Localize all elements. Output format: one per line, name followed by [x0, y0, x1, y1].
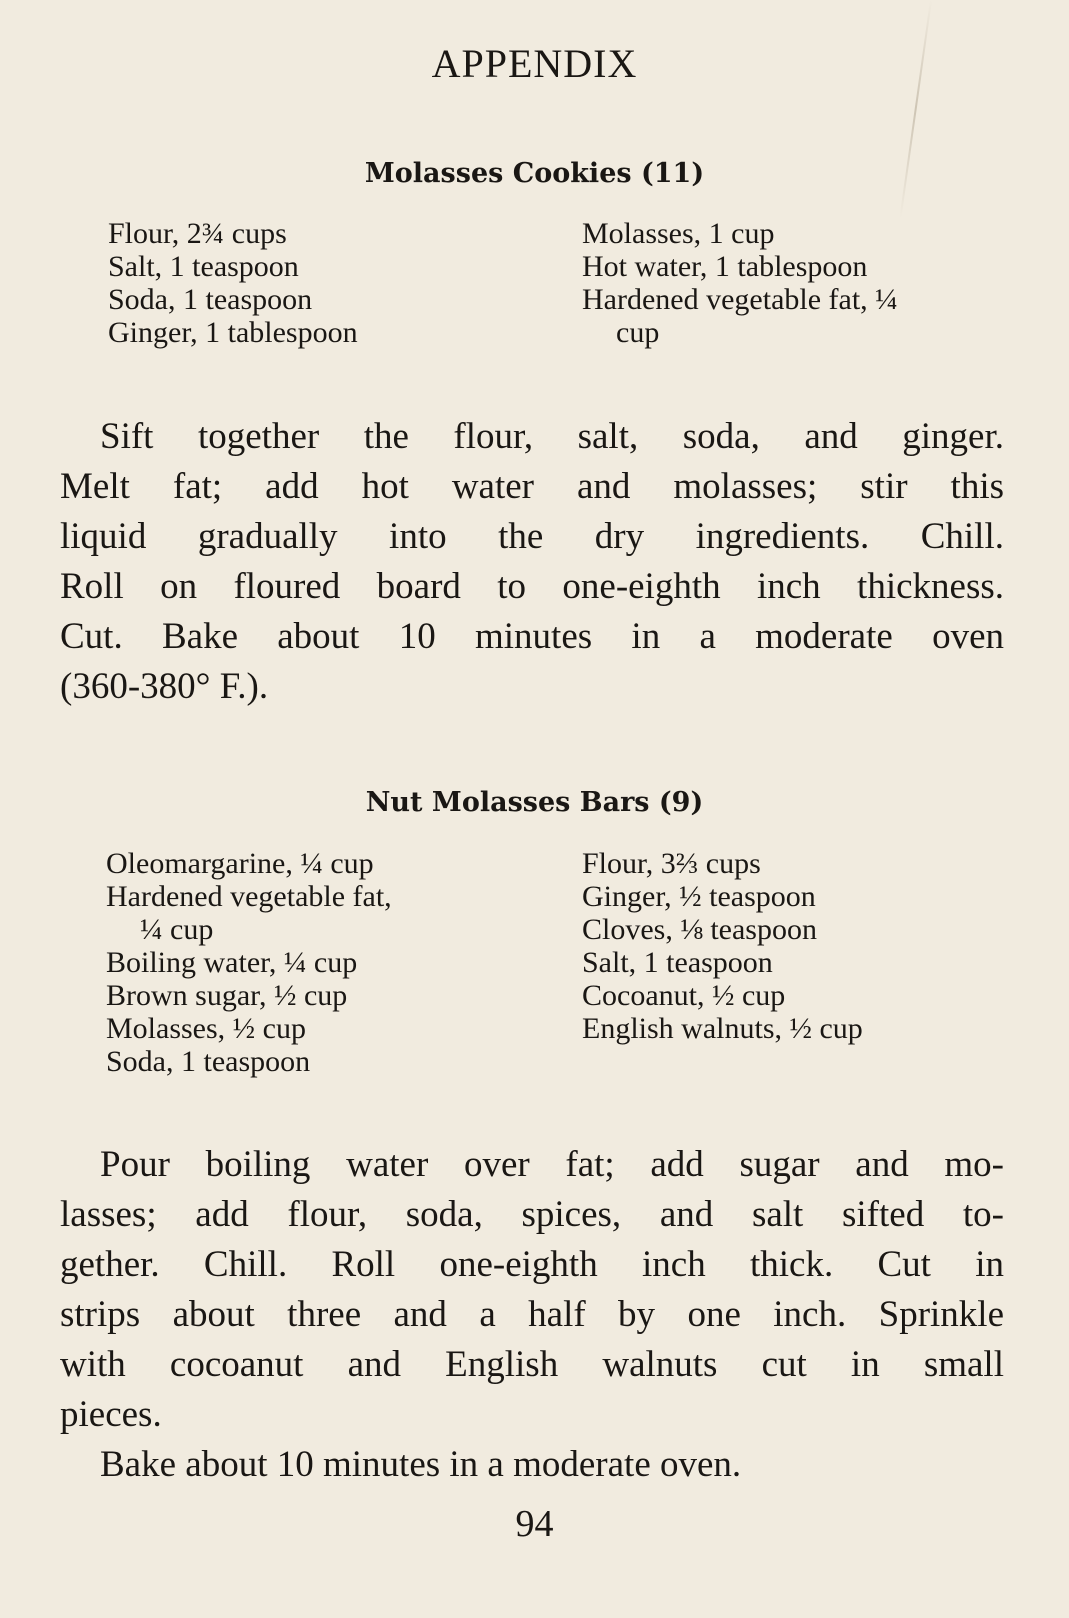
ingredient-item: Hardened vegetable fat, [106, 880, 392, 913]
recipe-title-molasses-cookies: Molasses Cookies (11) [364, 158, 705, 189]
ingredient-item: Soda, 1 teaspoon [106, 1045, 311, 1078]
ingredients-right-molasses-cookies [582, 217, 898, 349]
paragraph-line: Pour boiling water over fat; add sugar and mo- [100, 1144, 1004, 1185]
ingredients-right-nut-molasses-bars [582, 847, 863, 1045]
ingredient-item: ¼ cup [140, 913, 214, 946]
paragraph-line: Melt fat; add hot water and molasses; stir this [60, 466, 1004, 507]
ingredient-item: Soda, 1 teaspoon [108, 283, 313, 316]
directions-molasses-cookies [60, 412, 1004, 712]
ingredient-item: Molasses, 1 cup [582, 217, 775, 250]
ingredient-item: Cloves, ⅛ teaspoon [582, 913, 817, 946]
paragraph-line: (360-380° F.). [60, 666, 269, 707]
paragraph-line: lasses; add flour, soda, spices, and salt sifted to- [60, 1194, 1004, 1235]
paragraph-line: with cocoanut and English walnuts cut in small [60, 1344, 1004, 1385]
paragraph-line: Bake about 10 minutes in a moderate oven. [100, 1444, 742, 1485]
page-number: 94 [515, 1503, 554, 1545]
ingredient-item: English walnuts, ½ cup [582, 1012, 863, 1045]
ingredient-item: Flour, 2¾ cups [108, 217, 287, 250]
ingredient-item: Hot water, 1 tablespoon [582, 250, 868, 283]
directions-nut-molasses-bars-baking [60, 1440, 1004, 1490]
paragraph-line: Roll on floured board to one-eighth inch thickness. [60, 566, 1004, 607]
paragraph-line: Sift together the flour, salt, soda, and ginger. [100, 416, 1004, 457]
paragraph-line: strips about three and a half by one inch. Sprinkle [60, 1294, 1004, 1335]
ingredient-item: Cocoanut, ½ cup [582, 979, 786, 1012]
ingredient-item: Molasses, ½ cup [106, 1012, 306, 1045]
directions-nut-molasses-bars [60, 1140, 1004, 1440]
ingredient-item: Oleomargarine, ¼ cup [106, 847, 374, 880]
ingredient-item: Brown sugar, ½ cup [106, 979, 348, 1012]
running-head: APPENDIX [431, 41, 638, 86]
paragraph-line: liquid gradually into the dry ingredients. Chill. [60, 516, 1004, 557]
ingredient-item: Ginger, ½ teaspoon [582, 880, 816, 913]
paragraph-line: gether. Chill. Roll one-eighth inch thick. Cut in [60, 1244, 1004, 1285]
ingredient-item: Flour, 3⅔ cups [582, 847, 761, 880]
ingredient-item: Salt, 1 teaspoon [108, 250, 299, 283]
paragraph-line: pieces. [60, 1394, 162, 1435]
ingredients-left-molasses-cookies [108, 217, 358, 349]
ingredient-item: Boiling water, ¼ cup [106, 946, 358, 979]
recipe-title-nut-molasses-bars: Nut Molasses Bars (9) [365, 787, 704, 818]
paragraph-line: Cut. Bake about 10 minutes in a moderate oven [60, 616, 1004, 657]
ingredient-item: Salt, 1 teaspoon [582, 946, 773, 979]
ingredient-item: cup [616, 316, 660, 349]
ingredients-left-nut-molasses-bars [106, 847, 392, 1078]
ingredient-item: Ginger, 1 tablespoon [108, 316, 358, 349]
ingredient-item: Hardened vegetable fat, ¼ [582, 283, 898, 316]
